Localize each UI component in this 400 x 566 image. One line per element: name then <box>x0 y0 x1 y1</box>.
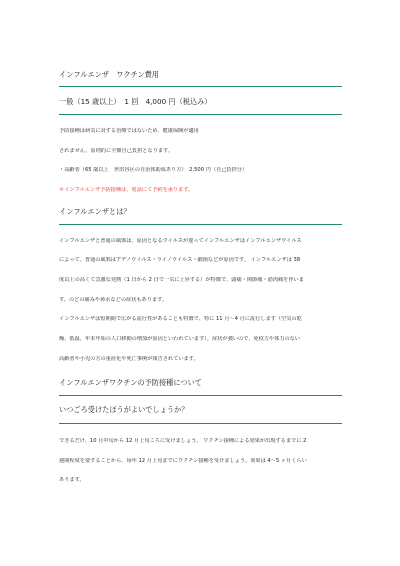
subsection-when-heading: いつごろ受けたほうがよいでしょうか？ <box>59 405 189 414</box>
reservation-notice: ＊インフルエンザ予防接種は、電話にて予約を承ります。 <box>59 187 194 193</box>
fee-heading: 一般（15 歳以上） 1 回 4,000 円（税込み） <box>59 97 212 106</box>
intro-line-2: されません。原則的に全額自己負担となります。 <box>59 148 174 154</box>
section-vaccine-heading: インフルエンザワクチンの予防接種について <box>59 378 202 387</box>
when-line: あります。 <box>59 477 85 483</box>
page-title: インフルエンザ ワクチン費用 <box>59 70 159 79</box>
what-line: す。のどの痛みや鼻水などの症状もあります。 <box>59 297 168 303</box>
intro-line-1: 予防接種は病気に対する治療ではないため、健康保険が適用 <box>59 128 199 134</box>
section-what-heading: インフルエンザとは？ <box>59 207 131 216</box>
spread-line: 燥、低温、年末年始の人口移動の増加が原因といわれています）。症状が強いので、免疫力や体力のない <box>59 336 301 342</box>
fee-rule <box>59 114 342 115</box>
section-what-rule <box>59 224 342 225</box>
spread-line: インフルエンザは短期間で広がる流行性があることも特徴で、特に 11 月～4 月に流行します（空気の乾 <box>59 316 302 322</box>
subsection-when-rule <box>59 423 342 424</box>
elderly-fee-line: ・高齢者（65 歳以上 世田谷区の自治体助成あり方） 2,500 円（自己負担分） <box>59 167 248 173</box>
what-line: 度以上の高くて急激な発熱（1 日から 2 日で一気に上昇する）が特徴で、頭痛・関節痛・筋肉痛を伴いま <box>59 277 304 283</box>
what-line: によって、普通の風邪はアデノウイルス・ライノウイルス・細菌などが原因です。 インフルエンザは 38 <box>59 257 301 263</box>
title-rule <box>59 86 342 87</box>
section-vaccine-rule <box>59 395 342 396</box>
spread-line: 高齢者や小児の方の重症化や死亡事例が報告されています。 <box>59 356 199 362</box>
when-line: 週間程度を要することから、毎年 12 月上旬までにワクチン接種を受けましょう。効果は 4～5 ヶ月くらい <box>59 458 307 464</box>
what-line: インフルエンザと普通の風邪は、原因となるウイルスが違ってインフルエンザはインフルエンザウイルス <box>59 238 302 244</box>
when-line: できるだけ、10 月中旬から 12 月上旬ころに受けましょう。 ワクチン接種による効果が出現するまでに 2 <box>59 438 307 444</box>
